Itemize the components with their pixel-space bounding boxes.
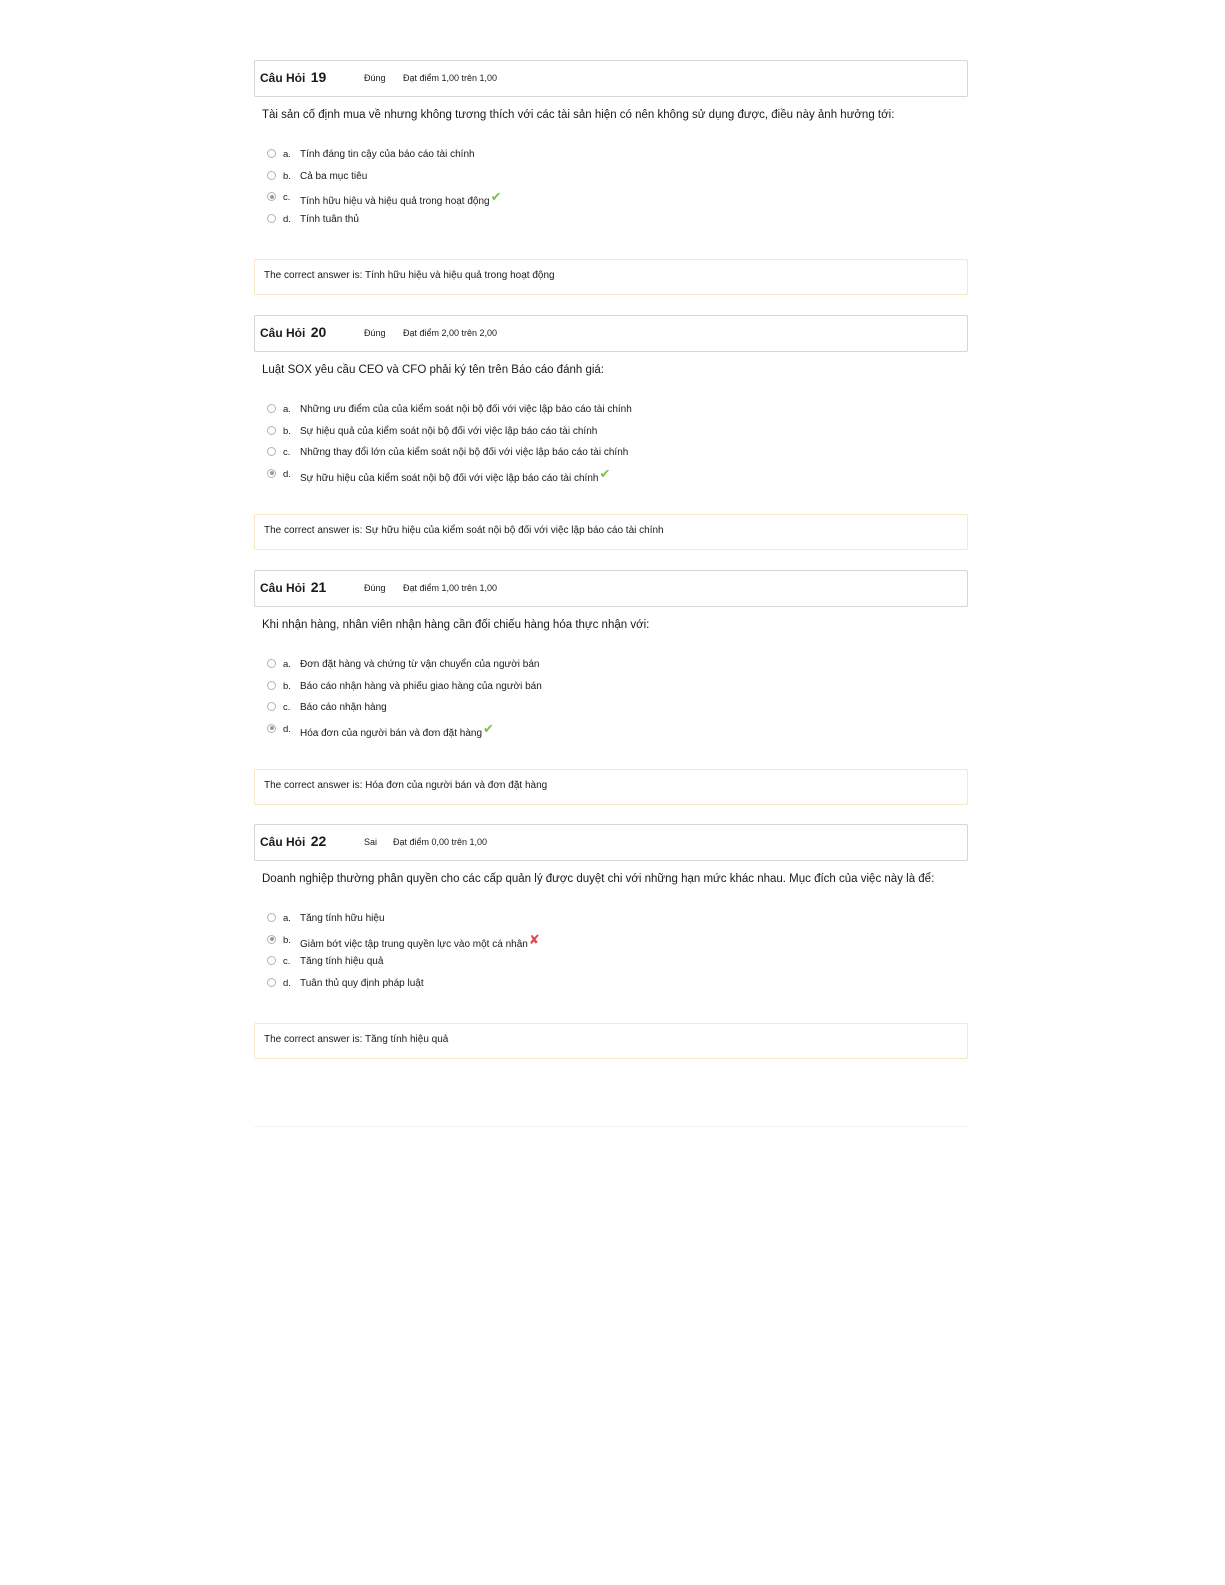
- answer-label: [300, 465, 611, 485]
- feedback-box: [254, 769, 968, 805]
- question-text: Luật SOX yêu cầu CEO và CFO phải ký tên trên Báo cáo đánh giá:: [262, 364, 604, 376]
- answer-letter: b.: [283, 170, 291, 182]
- answer-text: Tuân thủ quy định pháp luật: [300, 977, 424, 989]
- question-label: Câu Hỏi: [260, 71, 306, 85]
- answer-radio[interactable]: [267, 913, 276, 922]
- answer-label: [300, 447, 628, 458]
- answer-letter: a.: [283, 659, 291, 670]
- question-header: [254, 315, 968, 352]
- answer-option[interactable]: [267, 146, 867, 168]
- answer-label: [300, 189, 502, 208]
- answer-list: [267, 401, 867, 487]
- answer-text: Tính hữu hiệu và hiệu quả trong hoạt động: [300, 196, 490, 207]
- answer-option[interactable]: [267, 401, 867, 423]
- question-label: Câu Hỏi: [260, 835, 306, 849]
- answer-option[interactable]: [267, 444, 867, 466]
- question-number: [260, 833, 326, 849]
- question-state: Đúng: [364, 328, 386, 338]
- answer-letter: d.: [283, 977, 291, 989]
- answer-text: Những thay đổi lớn của kiểm soát nội bộ đối với việc lập báo cáo tài chính: [300, 447, 629, 458]
- answer-letter: a.: [283, 913, 291, 924]
- answer-label: [300, 978, 424, 989]
- answer-text: Hóa đơn của người bán và đơn đặt hàng: [300, 727, 483, 739]
- answer-option[interactable]: [267, 975, 867, 997]
- answer-option[interactable]: [267, 168, 867, 190]
- question-state: Sai: [364, 837, 378, 847]
- answer-letter: d.: [283, 213, 291, 225]
- question-grade: Đạt điểm 1,00 trên 1,00: [403, 583, 498, 593]
- question-text: Tài sản cố định mua về nhưng không tương thích với các tài sản hiện có nên không sử dụng được, điều này ảnh hưởng tới:: [262, 109, 895, 121]
- answer-text: Những ưu điểm của của kiểm soát nội bộ đối với việc lập báo cáo tài chính: [300, 404, 632, 415]
- correct-check-icon: ✔: [490, 189, 502, 204]
- question-number: [260, 324, 326, 340]
- answer-radio[interactable]: [267, 404, 276, 413]
- answer-radio[interactable]: [267, 171, 276, 180]
- answer-list: [267, 910, 867, 996]
- question-block: [254, 824, 968, 1077]
- question-number-value: 20: [310, 324, 327, 340]
- answer-radio[interactable]: [267, 659, 276, 668]
- feedback-box: [254, 514, 968, 550]
- answer-text: Tăng tính hữu hiệu: [300, 913, 385, 924]
- question-number-value: 19: [310, 69, 327, 85]
- question-block: [254, 60, 968, 313]
- correct-check-icon: ✔: [599, 465, 611, 481]
- question-block: [254, 315, 968, 568]
- question-number: [260, 579, 326, 595]
- answer-radio[interactable]: [267, 214, 276, 223]
- question-label: Câu Hỏi: [260, 581, 306, 595]
- answer-radio[interactable]: [267, 935, 276, 944]
- answer-option[interactable]: [267, 953, 867, 975]
- answer-option[interactable]: [267, 910, 867, 932]
- correct-answer-text: The correct answer is: Tính hữu hiệu và hiệu quả trong hoạt động: [264, 270, 555, 281]
- answer-label: [300, 171, 367, 182]
- question-grade: Đạt điểm 2,00 trên 2,00: [403, 328, 498, 338]
- question-number: [260, 69, 326, 85]
- question-grade: Đạt điểm 0,00 trên 1,00: [393, 837, 488, 847]
- answer-label: [300, 913, 385, 924]
- answer-radio[interactable]: [267, 956, 276, 965]
- answer-radio[interactable]: [267, 978, 276, 987]
- answer-option[interactable]: [267, 189, 867, 211]
- answer-label: [300, 149, 475, 160]
- answer-text: Tính đáng tin cậy của báo cáo tài chính: [300, 149, 475, 160]
- answer-letter: b.: [283, 680, 291, 692]
- answer-text: Sự hiệu quả của kiểm soát nội bộ đối với việc lập báo cáo tài chính: [300, 425, 598, 437]
- correct-answer-text: The correct answer is: Hóa đơn của người bán và đơn đặt hàng: [264, 780, 548, 791]
- answer-radio[interactable]: [267, 469, 276, 478]
- answer-text: Tính tuân thủ: [300, 213, 359, 225]
- answer-letter: a.: [283, 149, 291, 160]
- answer-radio[interactable]: [267, 724, 276, 733]
- answer-label: [300, 681, 542, 692]
- answer-letter: c.: [283, 192, 291, 203]
- answer-letter: b.: [283, 425, 291, 437]
- correct-check-icon: ✔: [483, 720, 494, 736]
- correct-answer-text: The correct answer is: Sự hữu hiệu của kiểm soát nội bộ đối với việc lập báo cáo tài chính: [264, 525, 664, 536]
- answer-letter: c.: [283, 956, 291, 967]
- question-block: [254, 570, 968, 823]
- answer-text: Tăng tính hiệu quả: [300, 956, 384, 967]
- answer-option[interactable]: [267, 423, 867, 445]
- answer-text: Đơn đặt hàng và chứng từ vận chuyển của người bán: [300, 659, 540, 670]
- answer-label: [300, 702, 387, 713]
- answer-label: [300, 956, 383, 967]
- answer-label: [300, 720, 494, 740]
- answer-label: [300, 426, 597, 437]
- question-grade: Đạt điểm 1,00 trên 1,00: [403, 73, 498, 83]
- answer-letter: d.: [283, 468, 291, 480]
- answer-label: [300, 404, 632, 415]
- answer-label: [300, 931, 540, 951]
- question-label: Câu Hỏi: [260, 326, 306, 340]
- answer-option[interactable]: [267, 211, 867, 233]
- answer-option[interactable]: [267, 466, 867, 488]
- answer-option[interactable]: [267, 678, 867, 700]
- question-text: Khi nhận hàng, nhân viên nhận hàng cần đối chiếu hàng hóa thực nhận với:: [262, 619, 650, 631]
- answer-option[interactable]: [267, 699, 867, 721]
- answer-radio[interactable]: [267, 447, 276, 456]
- question-header: [254, 60, 968, 97]
- answer-option[interactable]: [267, 932, 867, 954]
- answer-letter: b.: [283, 934, 291, 946]
- answer-text: Giảm bớt việc tập trung quyền lực vào một cá nhân: [300, 938, 528, 950]
- answer-radio[interactable]: [267, 702, 276, 711]
- answer-radio[interactable]: [267, 426, 276, 435]
- divider: [254, 1126, 968, 1127]
- answer-option[interactable]: [267, 656, 867, 678]
- answer-list: [267, 656, 867, 742]
- answer-radio[interactable]: [267, 149, 276, 158]
- question-state: Đúng: [364, 73, 386, 83]
- answer-letter: a.: [283, 404, 291, 415]
- feedback-box: [254, 1023, 968, 1059]
- answer-option[interactable]: [267, 721, 867, 743]
- question-number-value: 21: [310, 579, 327, 595]
- answer-text: Báo cáo nhận hàng và phiếu giao hàng của người bán: [300, 680, 542, 692]
- incorrect-cross-icon: ✘: [528, 931, 540, 947]
- question-number-value: 22: [310, 833, 327, 849]
- answer-letter: c.: [283, 702, 291, 713]
- answer-list: [267, 146, 867, 232]
- answer-text: Sự hữu hiệu của kiểm soát nội bộ đối với việc lập báo cáo tài chính: [300, 472, 599, 484]
- answer-radio[interactable]: [267, 192, 276, 201]
- feedback-box: [254, 259, 968, 295]
- question-state: Đúng: [364, 583, 386, 593]
- answer-text: Cả ba mục tiêu: [300, 170, 368, 182]
- question-header: [254, 824, 968, 861]
- answer-label: [300, 659, 539, 670]
- answer-radio[interactable]: [267, 681, 276, 690]
- answer-letter: d.: [283, 723, 291, 735]
- question-text: Doanh nghiệp thường phân quyền cho các cấp quản lý được duyệt chi với những hạn mức khác nhau. Mục đích của việc này là để:: [262, 873, 935, 885]
- answer-label: [300, 214, 359, 225]
- correct-answer-text: The correct answer is: Tăng tính hiệu quả: [264, 1034, 449, 1045]
- answer-letter: c.: [283, 447, 291, 458]
- question-header: [254, 570, 968, 607]
- answer-text: Báo cáo nhận hàng: [300, 702, 387, 713]
